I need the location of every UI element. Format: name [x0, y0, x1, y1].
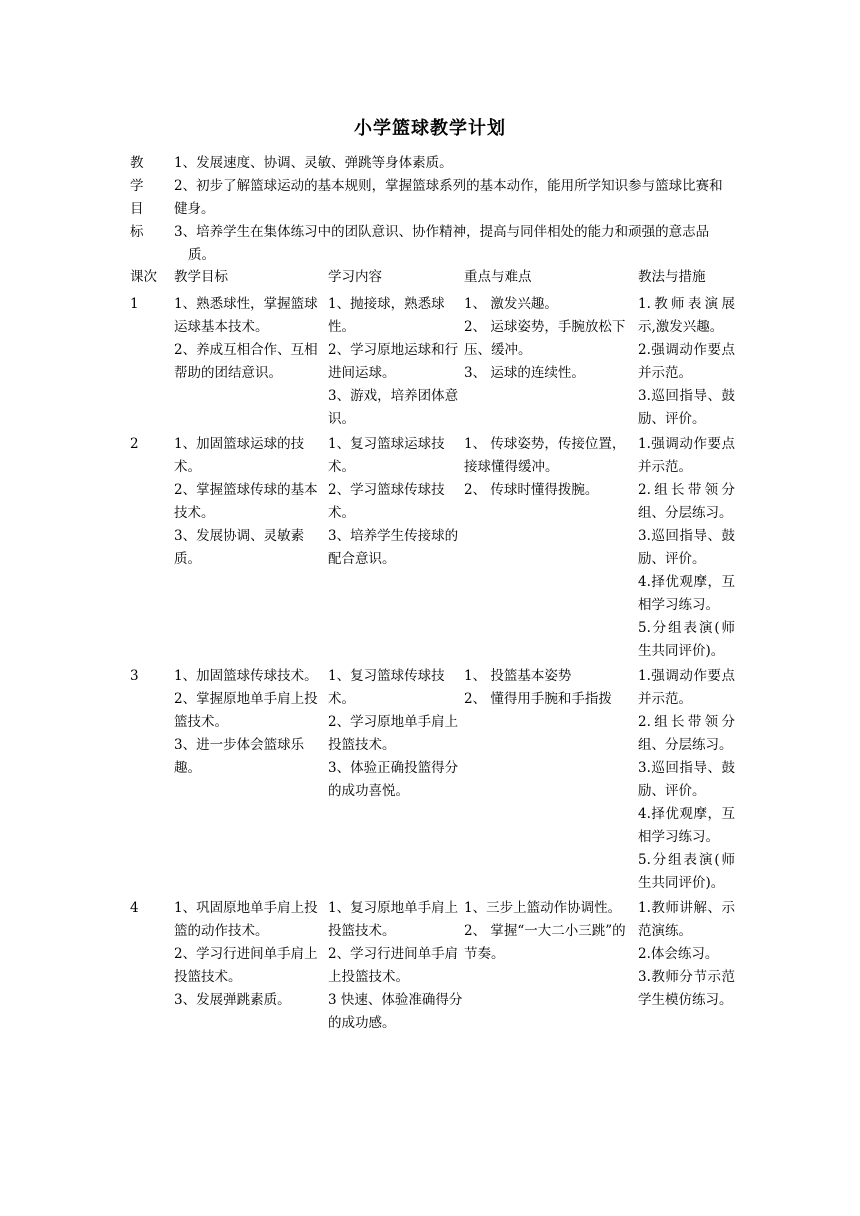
key-point-item: 2、 运球姿势，手腕放松下压、缓冲。 [464, 319, 626, 358]
lesson-number: 1 [130, 296, 139, 312]
header-content: 学习内容 [328, 269, 382, 285]
goal-label-char: 目 [130, 201, 144, 217]
goal-label-char: 教 [130, 155, 144, 171]
lesson-objectives [174, 897, 328, 1035]
objective-item: 2、掌握原地单手肩上投篮技术。 [174, 691, 318, 730]
goal-label-char: 标 [130, 224, 144, 240]
key-point-item: 1、 激发兴趣。 [464, 296, 558, 312]
header-methods: 教法与措施 [638, 269, 706, 285]
method-item: 1.教师表演展示,激发兴趣。 [638, 296, 735, 335]
lesson-number: 3 [130, 668, 139, 684]
goal-item: 2、初步了解篮球运动的基本规则，掌握篮球系列的基本动作，能用所学知识参与篮球比赛和健身。 [174, 178, 723, 217]
lesson-key-points [464, 433, 638, 663]
key-point-item: 2、 掌握“一大二小三跳”的节奏。 [464, 923, 626, 962]
method-item: 2.组长带领分组、分层练习。 [638, 482, 735, 521]
lesson-content [328, 897, 464, 1035]
lesson-content [328, 665, 464, 895]
goal-row [130, 175, 735, 221]
content-item: 2、学习原地运球和行进间运球。 [328, 342, 459, 381]
method-item: 1.教师讲解、示范演练。 [638, 900, 735, 939]
goal-row [130, 221, 735, 267]
lesson-objectives [174, 433, 328, 663]
method-item: 1.强调动作要点并示范。 [638, 436, 735, 475]
objective-item: 1、熟悉球性，掌握篮球运球基本技术。 [174, 296, 318, 335]
lesson-row [130, 897, 735, 1035]
content-item: 1、抛接球，熟悉球性。 [328, 296, 445, 335]
lesson-methods [638, 665, 735, 895]
method-item: 2.体会练习。 [638, 946, 719, 962]
lesson-row [130, 665, 735, 895]
content-item: 2、学习原地单手肩上投篮技术。 [328, 714, 459, 753]
content-item: 1、复习篮球传球技术。 [328, 668, 445, 707]
method-item: 4.择优观摩，互相学习练习。 [638, 574, 735, 613]
header-objectives: 教学目标 [174, 269, 228, 285]
content-item: 1、复习原地单手肩上投篮技术。 [328, 900, 459, 939]
key-point-item: 1、 投篮基本姿势 [464, 668, 572, 684]
objective-item: 3、发展弹跳素质。 [174, 992, 291, 1008]
teaching-goals-section [130, 152, 735, 267]
content-item: 3 快速、体验准确得分的成功感。 [328, 992, 463, 1031]
content-item: 1、复习篮球运球技术。 [328, 436, 445, 475]
lesson-key-points [464, 665, 638, 895]
lesson-number: 4 [130, 900, 139, 916]
lesson-number: 2 [130, 436, 139, 452]
method-item: 2.组长带领分组、分层练习。 [638, 714, 735, 753]
objective-item: 1、巩固原地单手肩上投篮的动作技术。 [174, 900, 318, 939]
lesson-objectives [174, 665, 328, 895]
goal-label-char: 学 [130, 178, 144, 194]
objective-item: 2、掌握篮球传球的基本技术。 [174, 482, 318, 521]
objective-item: 3、进一步体会篮球乐趣。 [174, 737, 305, 776]
header-key-points: 重点与难点 [464, 269, 532, 285]
method-item: 4.择优观摩，互相学习练习。 [638, 806, 735, 845]
lesson-methods [638, 293, 735, 431]
objective-item: 1、加固篮球传球技术。 [174, 668, 318, 684]
content-item: 2、学习行进间单手肩上投篮技术。 [328, 946, 459, 985]
method-item: 5.分组表演(师生共同评价)。 [638, 852, 735, 891]
content-item: 3、游戏，培养团体意识。 [328, 388, 459, 427]
lesson-methods [638, 897, 735, 1035]
goal-item: 3、培养学生在集体练习中的团队意识、协作精神，提高与同伴相处的能力和顽强的意志品质。 [174, 224, 710, 263]
method-item: 3.教师分节示范学生模仿练习。 [638, 969, 735, 1008]
objective-item: 2、养成互相合作、互相帮助的团结意识。 [174, 342, 318, 381]
method-item: 3.巡回指导、鼓励、评价。 [638, 528, 735, 567]
key-point-item: 1、三步上篮动作协调性。 [464, 900, 622, 916]
objective-item: 3、发展协调、灵敏素质。 [174, 528, 305, 567]
key-point-item: 2、 懂得用手腕和手指拨 [464, 691, 612, 707]
lesson-row [130, 433, 735, 663]
key-point-item: 1、 传球姿势，传接位置，接球懂得缓冲。 [464, 436, 626, 475]
goal-item: 1、发展速度、协调、灵敏、弹跳等身体素质。 [174, 155, 453, 171]
lesson-content [328, 293, 464, 431]
key-point-item: 2、 传球时懂得拨腕。 [464, 482, 599, 498]
lesson-key-points [464, 897, 638, 1035]
method-item: 3.巡回指导、鼓励、评价。 [638, 760, 735, 799]
method-item: 3.巡回指导、鼓励、评价。 [638, 388, 735, 427]
content-item: 2、学习篮球传球技术。 [328, 482, 445, 521]
lesson-objectives [174, 293, 328, 431]
content-item: 3、培养学生传接球的配合意识。 [328, 528, 459, 567]
content-item: 3、体验正确投篮得分的成功喜悦。 [328, 760, 459, 799]
method-item: 1.强调动作要点并示范。 [638, 668, 735, 707]
method-item: 5.分组表演(师生共同评价)。 [638, 620, 735, 659]
header-lesson-number: 课次 [130, 269, 157, 285]
goal-row [130, 152, 735, 175]
lesson-row [130, 293, 735, 431]
method-item: 2.强调动作要点并示范。 [638, 342, 735, 381]
objective-item: 1、加固篮球运球的技术。 [174, 436, 305, 475]
key-point-item: 3、 运球的连续性。 [464, 365, 585, 381]
lesson-content [328, 433, 464, 663]
lesson-plan-table [130, 266, 735, 1037]
lesson-methods [638, 433, 735, 663]
table-header-row [130, 266, 735, 289]
lesson-key-points [464, 293, 638, 431]
objective-item: 2、学习行进间单手肩上投篮技术。 [174, 946, 318, 985]
document-title: 小学篮球教学计划 [354, 118, 506, 139]
